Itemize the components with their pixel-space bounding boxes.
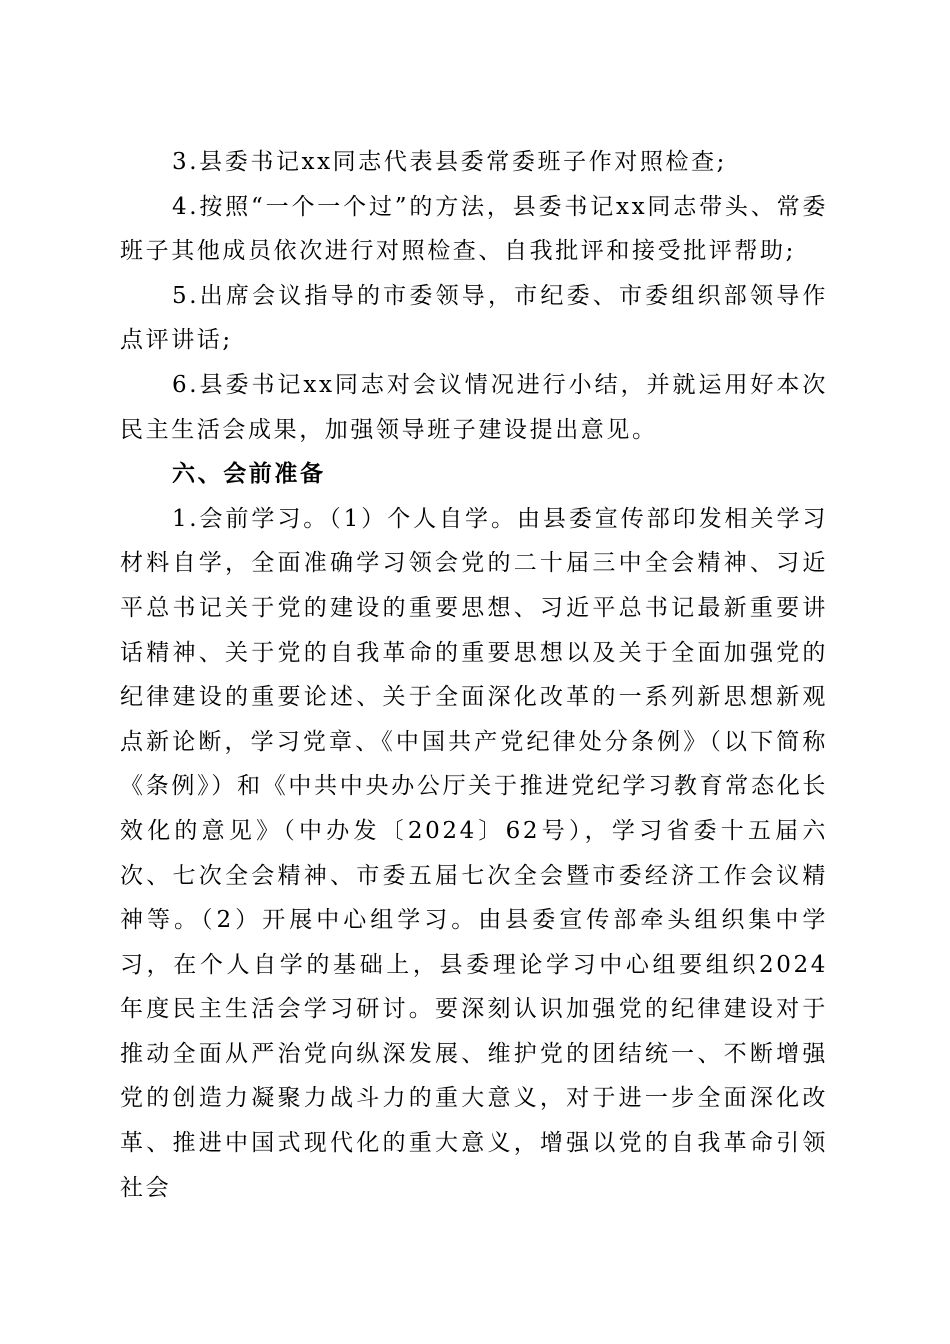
document-body xyxy=(120,140,828,1210)
section-heading: 六、会前准备 xyxy=(172,461,326,488)
agenda-item-4: 4.按照“一个一个过”的方法，县委书记xx同志带头、常委班子其他成员依次进行对照检查、自我批评和接受批评帮助; xyxy=(120,193,828,265)
agenda-item-3: 3.县委书记xx同志代表县委常委班子作对照检查; xyxy=(172,149,728,175)
agenda-item-5: 5.出席会议指导的市委领导，市纪委、市委组织部领导作点评讲话; xyxy=(120,282,828,354)
agenda-item-6: 6.县委书记xx同志对会议情况进行小结，并就运用好本次民主生活会成果，加强领导班子建设提出意见。 xyxy=(120,371,828,443)
pre-meeting-study-paragraph: 1.会前学习。（1）个人自学。由县委宣传部印发相关学习材料自学，全面准确学习领会党的二十届三中全会精神、习近平总书记关于党的建设的重要思想、习近平总书记最新重要讲话精神、关于党的自我革命的重要思想以及关于全面加强党的纪律建设的重要论述、关于全面深化改革的一系列新思想新观点新论断，学习党章、《中国共产党纪律处分条例》（以下简称《条例》）和《中共中央办公厅关于推进党纪学习教育常态化长效化的意见》（中办发〔2024〕62号），学习省委十五届六次、七次全会精神、市委五届七次全会暨市委经济工作会议精神等。（2）开展中心组学习。由县委宣传部牵头组织集中学习，在个人自学的基础上，县委理论学习中心组要组织2024年度民主生活会学习研讨。要深刻认识加强党的纪律建设对于推动全面从严治党向纵深发展、维护党的团结统一、不断增强党的创造力凝聚力战斗力的重大意义，对于进一步全面深化改革、推进中国式现代化的重大意义，增强以党的自我革命引领社会 xyxy=(120,505,828,1201)
